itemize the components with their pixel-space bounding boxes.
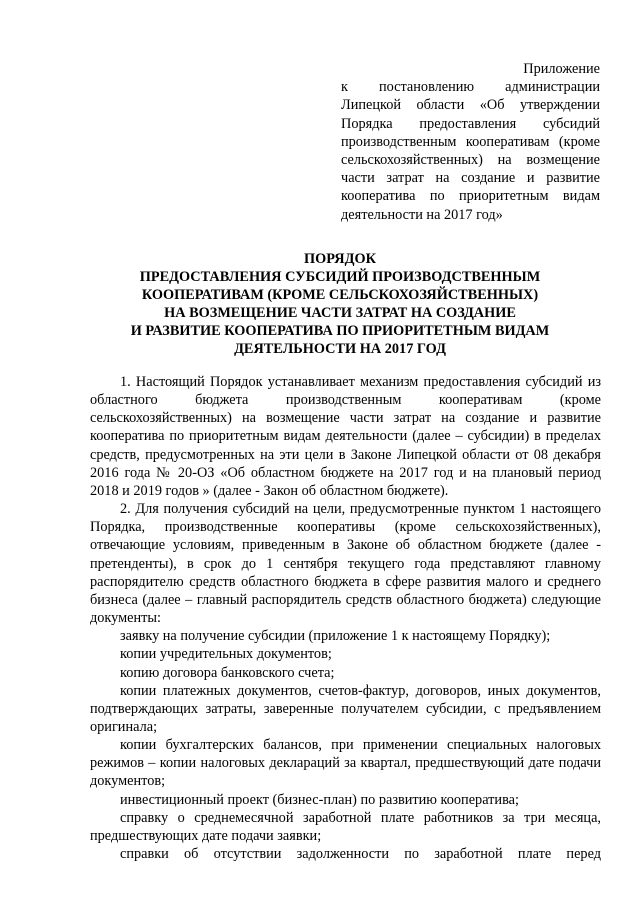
- list-item: справки об отсутствии задолженности по заработной плате перед: [120, 846, 601, 863]
- list-item: справку о среднемесячной заработной плате работников за три месяца, предшествующих дате подачи заявки;: [90, 809, 601, 844]
- document-body: [90, 373, 601, 863]
- list-item: копии платежных документов, счетов-фактур, договоров, иных документов, подтверждающих затраты, заверенные получателем субсидии, с предъявлением оригинала;: [90, 682, 601, 735]
- appendix-heading: Приложение: [523, 61, 600, 77]
- paragraph-1: 1. Настоящий Порядок устанавливает механизм предоставления субсидий из областного бюджета производственным кооперативам (кроме сельскохозяйственных) на возмещение части затрат на создание и развитие кооператива по приоритетным видам деятельности (далее – субсидии) в пределах средств, предусмотренных на эти цели в Законе Липецкой области от 08 декабря 2016 года № 20-ОЗ «Об областном бюджете на 2017 год и на плановый период 2018 и 2019 годов » (далее - Закон об областном бюджете).: [90, 374, 601, 499]
- appendix-text: к постановлению администрации Липецкой области «Об утверждении Порядка предоставления субсидий производственным кооперативам (кроме сельскохозяйственных) на возмещение части затрат на создание и развитие кооператива по приоритетным видам деятельности на 2017 год»: [341, 79, 600, 223]
- title-line: И РАЗВИТИЕ КООПЕРАТИВА ПО ПРИОРИТЕТНЫМ ВИДАМ: [130, 323, 550, 339]
- document-title: [100, 250, 580, 358]
- title-line: ПРЕДОСТАВЛЕНИЯ СУБСИДИЙ ПРОИЗВОДСТВЕННЫМ: [139, 269, 541, 285]
- paragraph-2: 2. Для получения субсидий на цели, предусмотренные пунктом 1 настоящего Порядка, производственные кооперативы (кроме сельскохозяйственных), отвечающие условиям, приведенным в Законе об областном бюджете (далее - претенденты), в срок до 1 сентября текущего года представляют главному распорядителю средств областного бюджета в сфере развития малого и среднего бизнеса (далее – главный распорядитель средств областного бюджета) следующие документы:: [90, 501, 601, 627]
- title-line: КООПЕРАТИВАМ (КРОМЕ СЕЛЬСКОХОЗЯЙСТВЕННЫХ): [141, 287, 539, 303]
- title-line: НА ВОЗМЕЩЕНИЕ ЧАСТИ ЗАТРАТ НА СОЗДАНИЕ: [164, 305, 516, 321]
- list-item: копии бухгалтерских балансов, при применении специальных налоговых режимов – копии налоговых деклараций за квартал, предшествующий дате подачи документов;: [90, 737, 601, 790]
- title-line: ДЕЯТЕЛЬНОСТИ НА 2017 ГОД: [234, 341, 446, 357]
- appendix-note: [341, 60, 600, 224]
- list-item: инвестиционный проект (бизнес-план) по развитию кооператива;: [120, 791, 519, 808]
- list-item: копию договора банковского счета;: [120, 664, 335, 681]
- list-item: копии учредительных документов;: [120, 646, 332, 663]
- title-line: ПОРЯДОК: [304, 251, 376, 267]
- list-item: заявку на получение субсидии (приложение 1 к настоящему Порядку);: [120, 628, 551, 645]
